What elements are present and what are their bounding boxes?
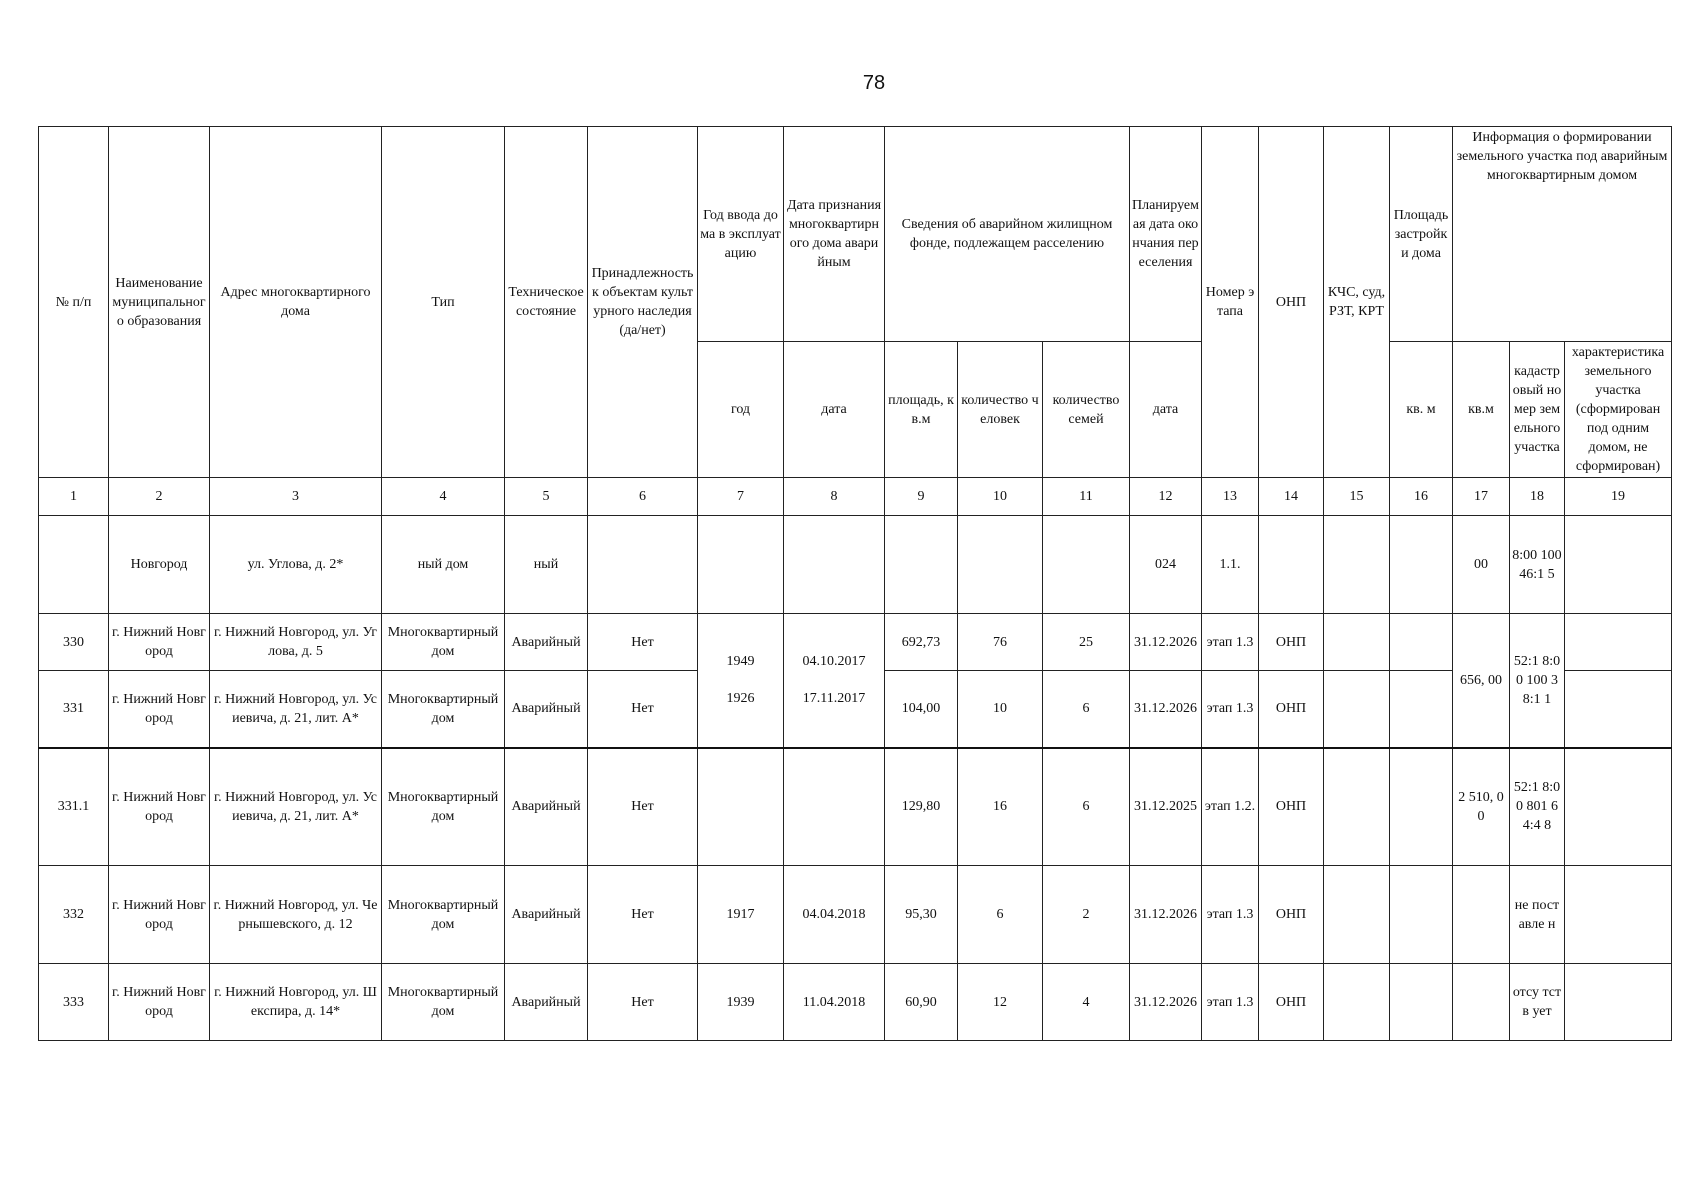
header-sub-date: дата: [784, 342, 885, 478]
table-row: [39, 866, 1672, 964]
header-building-area: Площадь застройки дома: [1390, 127, 1453, 342]
cell-date: 04.04.2018: [784, 866, 885, 964]
cell-address: г. Нижний Новгород, ул. Усиевича, д. 21, лит. А*: [210, 671, 382, 748]
cell-planned-date: 024: [1130, 516, 1202, 614]
col-number: 13: [1202, 478, 1259, 516]
header-sub-cadastral: кадастровый номер земельного участка: [1510, 342, 1565, 478]
header-kchs: КЧС, суд, РЗТ, КРТ: [1324, 127, 1390, 478]
header-sub-area: площадь, кв.м: [885, 342, 958, 478]
col-number: 16: [1390, 478, 1453, 516]
header-heritage: Принадлежность к объектам культурного наследия (да/нет): [588, 127, 698, 478]
cell-cadastral: не пост авле н: [1510, 866, 1565, 964]
table-row: [39, 964, 1672, 1041]
header-stage: Номер этапа: [1202, 127, 1259, 478]
cell-stage: этап 1.3: [1202, 866, 1259, 964]
cell-families: 25: [1043, 614, 1130, 671]
cell-people: 6: [958, 866, 1043, 964]
cell-area: 95,30: [885, 866, 958, 964]
cell-cadastral: 52:1 8:00 801 64:4 8: [1510, 748, 1565, 866]
cell-heritage: Нет: [588, 614, 698, 671]
cell-planned-date: 31.12.2026: [1130, 964, 1202, 1041]
col-number: 2: [109, 478, 210, 516]
header-recognition-date: Дата признания многоквартирного дома аварийным: [784, 127, 885, 342]
header-number: № п/п: [39, 127, 109, 478]
cell-planned-date: 31.12.2026: [1130, 614, 1202, 671]
cell-planned-date: 31.12.2025: [1130, 748, 1202, 866]
cell-land-area: 2 510, 00: [1453, 748, 1510, 866]
cell-address: г. Нижний Новгород, ул. Углова, д. 5: [210, 614, 382, 671]
col-number: 6: [588, 478, 698, 516]
cell-type: Многоквартирный дом: [382, 614, 505, 671]
cell-municipality: г. Нижний Новгород: [109, 671, 210, 748]
cell-date: 17.11.2017: [802, 691, 866, 707]
cell-stage: этап 1.3: [1202, 964, 1259, 1041]
cell-state: ный: [505, 516, 588, 614]
cell-type: Многоквартирный дом: [382, 866, 505, 964]
header-municipality: Наименование муниципального образования: [109, 127, 210, 478]
col-number: 9: [885, 478, 958, 516]
page-number: 78: [862, 72, 886, 94]
header-sub-people: количество человек: [958, 342, 1043, 478]
cell-heritage: Нет: [588, 671, 698, 748]
cell-people: 16: [958, 748, 1043, 866]
cell-state: Аварийный: [505, 614, 588, 671]
cell-heritage: Нет: [588, 748, 698, 866]
header-onp: ОНП: [1259, 127, 1324, 478]
cell-municipality: Новгород: [109, 516, 210, 614]
header-sub-sqm: кв. м: [1390, 342, 1453, 478]
cell-type: Многоквартирный дом: [382, 748, 505, 866]
col-number: 4: [382, 478, 505, 516]
col-number: 17: [1453, 478, 1510, 516]
cell-stage: 1.1.: [1202, 516, 1259, 614]
table-row: [39, 614, 1672, 671]
cell-state: Аварийный: [505, 866, 588, 964]
cell-cadastral: 8:00 100 46:1 5: [1510, 516, 1565, 614]
cell-families: 6: [1043, 748, 1130, 866]
table-row: [39, 748, 1672, 866]
cell-families: 2: [1043, 866, 1130, 964]
cell-number: 330: [39, 614, 109, 671]
col-number: 1: [39, 478, 109, 516]
cell-onp: ОНП: [1259, 964, 1324, 1041]
cell-number: 331.1: [39, 748, 109, 866]
cell-address: ул. Углова, д. 2*: [210, 516, 382, 614]
cell-cadastral: отсу тств ует: [1510, 964, 1565, 1041]
cell-stage: этап 1.3: [1202, 614, 1259, 671]
cell-cadastral: 52:1 8:00 100 38:1 1: [1510, 614, 1565, 748]
cell-number: 331: [39, 671, 109, 748]
col-number: 14: [1259, 478, 1324, 516]
cell-families: 4: [1043, 964, 1130, 1041]
cell-land-area: 656, 00: [1453, 614, 1510, 748]
header-address: Адрес многоквартирного дома: [210, 127, 382, 478]
header-land-info: Информация о формировании земельного участка под аварийным многоквартирным домом: [1453, 127, 1672, 342]
cell-address: г. Нижний Новгород, ул. Чернышевского, д. 12: [210, 866, 382, 964]
header-tech-state: Техническое состояние: [505, 127, 588, 478]
cell-type: ный дом: [382, 516, 505, 614]
col-number: 7: [698, 478, 784, 516]
col-number: 19: [1565, 478, 1672, 516]
cell-onp: ОНП: [1259, 671, 1324, 748]
cell-municipality: г. Нижний Новгород: [109, 748, 210, 866]
header-sub-families: количество семей: [1043, 342, 1130, 478]
cell-area: 129,80: [885, 748, 958, 866]
header-housing-info: Сведения об аварийном жилищном фонде, подлежащем расселению: [885, 127, 1130, 342]
cell-stage: этап 1.3: [1202, 671, 1259, 748]
header-year-built: Год ввода дома в эксплуатацию: [698, 127, 784, 342]
cell-date: 11.04.2018: [784, 964, 885, 1041]
cell-state: Аварийный: [505, 748, 588, 866]
cell-land-area: 00: [1453, 516, 1510, 614]
cell-planned-date: 31.12.2026: [1130, 866, 1202, 964]
cell-area: 60,90: [885, 964, 958, 1041]
header-sub-sqm-land: кв.м: [1453, 342, 1510, 478]
col-number: 8: [784, 478, 885, 516]
cell-address: г. Нижний Новгород, ул. Усиевича, д. 21, лит. А*: [210, 748, 382, 866]
cell-date-merged: [784, 614, 885, 748]
emergency-housing-table: [38, 126, 1672, 1041]
cell-municipality: г. Нижний Новгород: [109, 866, 210, 964]
cell-type: Многоквартирный дом: [382, 671, 505, 748]
cell-people: 76: [958, 614, 1043, 671]
cell-people: 12: [958, 964, 1043, 1041]
cell-heritage: Нет: [588, 964, 698, 1041]
col-number: 5: [505, 478, 588, 516]
cell-people: 10: [958, 671, 1043, 748]
cell-year: 1926: [726, 691, 755, 707]
header-sub-year: год: [698, 342, 784, 478]
col-number: 3: [210, 478, 382, 516]
table-row: [39, 516, 1672, 614]
cell-municipality: г. Нижний Новгород: [109, 964, 210, 1041]
header-sub-land-char: характеристика земельного участка (сформирован под одним домом, не сформирован): [1565, 342, 1672, 478]
cell-type: Многоквартирный дом: [382, 964, 505, 1041]
cell-municipality: г. Нижний Новгород: [109, 614, 210, 671]
col-number: 11: [1043, 478, 1130, 516]
header-type: Тип: [382, 127, 505, 478]
cell-planned-date: 31.12.2026: [1130, 671, 1202, 748]
col-number: 15: [1324, 478, 1390, 516]
cell-onp: ОНП: [1259, 748, 1324, 866]
col-number: 10: [958, 478, 1043, 516]
cell-onp: ОНП: [1259, 866, 1324, 964]
cell-year: 1949: [726, 654, 755, 670]
cell-year: 1939: [698, 964, 784, 1041]
cell-state: Аварийный: [505, 671, 588, 748]
cell-year-merged: [698, 614, 784, 748]
col-number: 12: [1130, 478, 1202, 516]
cell-number: 333: [39, 964, 109, 1041]
cell-area: 692,73: [885, 614, 958, 671]
col-number: 18: [1510, 478, 1565, 516]
cell-onp: ОНП: [1259, 614, 1324, 671]
cell-state: Аварийный: [505, 964, 588, 1041]
cell-heritage: Нет: [588, 866, 698, 964]
header-sub-planned-date: дата: [1130, 342, 1202, 478]
cell-address: г. Нижний Новгород, ул. Шекспира, д. 14*: [210, 964, 382, 1041]
cell-number: 332: [39, 866, 109, 964]
cell-stage: этап 1.2.: [1202, 748, 1259, 866]
cell-area: 104,00: [885, 671, 958, 748]
header-planned-date: Планируемая дата окончания переселения: [1130, 127, 1202, 342]
cell-year: 1917: [698, 866, 784, 964]
cell-families: 6: [1043, 671, 1130, 748]
cell-date: 04.10.2017: [802, 654, 866, 670]
